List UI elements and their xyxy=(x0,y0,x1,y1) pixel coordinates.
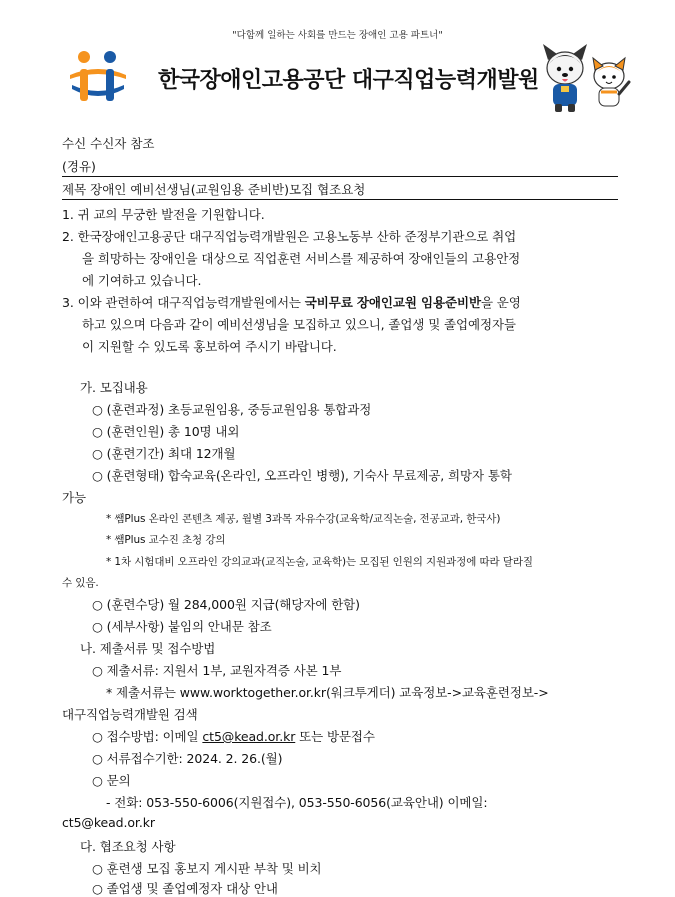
slogan: "다함께 일하는 사회를 만드는 장애인 고용 파트너" xyxy=(232,30,443,41)
note-offline-line-1: * 1차 시험대비 오프라인 강의교과(교직논술, 교육학)는 모집된 인원의 지원과정에 따라 달라질 xyxy=(106,556,533,568)
organization-name: 한국장애인고용공단 대구직업능력개발원 xyxy=(158,68,539,93)
recipient-line: 수신 수신자 참조 xyxy=(62,136,155,151)
paragraph-2-line-3: 에 기여하고 있습니다. xyxy=(82,273,202,288)
na-method-text-a: ○ 접수방법: 이메일 xyxy=(92,729,203,744)
note-online-content: * 쌤Plus 온라인 콘텐츠 제공, 월별 3과목 자유수강(교육학/교직논술, 전공교과, 한국사) xyxy=(106,513,501,525)
kead-logo xyxy=(66,45,130,109)
subject-line: 제목 장애인 예비선생님(교원임용 준비반)모집 협조요청 xyxy=(62,182,366,197)
via-line: (경유) xyxy=(62,159,96,174)
paragraph-3-line-1 xyxy=(62,293,521,311)
na-item-documents: ○ 제출서류: 지원서 1부, 교원자격증 사본 1부 xyxy=(92,663,342,678)
paragraph-3-line-2: 하고 있으며 다음과 같이 예비선생님을 모집하고 있으니, 졸업생 및 졸업예정자들 xyxy=(82,317,516,332)
section-da-heading: 다. 협조요청 사항 xyxy=(80,839,176,854)
paragraph-2-line-1: 2. 한국장애인고용공단 대구직업능력개발원은 고용노동부 산하 준정부기관으로 취업 xyxy=(62,229,517,244)
paragraph-1: 1. 귀 교의 무궁한 발전을 기원합니다. xyxy=(62,207,265,222)
note-offline-line-2: 수 있음. xyxy=(62,577,99,589)
na-note-line-2: 대구직업능력개발원 검색 xyxy=(62,707,198,722)
ga-item-allowance: ○ (훈련수당) 월 284,000원 지급(해당자에 한함) xyxy=(92,597,360,612)
ga-item-format-line-2: 가능 xyxy=(62,490,86,505)
ga-item-details: ○ (세부사항) 붙임의 안내문 참조 xyxy=(92,619,272,634)
da-item-guidance: ○ 졸업생 및 졸업예정자 대상 안내 xyxy=(92,881,278,896)
section-ga-heading: 가. 모집내용 xyxy=(80,380,148,395)
ga-item-headcount: ○ (훈련인원) 총 10명 내외 xyxy=(92,424,240,439)
na-item-inquiry: ○ 문의 xyxy=(92,773,131,788)
subject-divider xyxy=(62,199,618,200)
ga-item-format-line-1: ○ (훈련형태) 합숙교육(온라인, 오프라인 병행), 기숙사 무료제공, 희망자 통학 xyxy=(92,468,512,483)
da-item-posting: ○ 훈련생 모집 홍보지 게시판 부착 및 비치 xyxy=(92,861,322,876)
ga-item-period: ○ (훈련기간) 최대 12개월 xyxy=(92,446,236,461)
paragraph-3-text-a: 3. 이와 관련하여 대구직업능력개발원에서는 xyxy=(62,295,305,310)
paragraph-3-line-3: 이 지원할 수 있도록 홍보하여 주시기 바랍니다. xyxy=(82,339,337,354)
mascot-characters xyxy=(535,42,635,114)
ga-item-course: ○ (훈련과정) 초등교원임용, 중등교원임용 통합과정 xyxy=(92,402,372,417)
note-lecture: * 쌤Plus 교수진 초청 강의 xyxy=(106,534,226,546)
na-method-text-b: 또는 방문접수 xyxy=(295,729,375,744)
na-item-deadline: ○ 서류접수기한: 2024. 2. 26.(월) xyxy=(92,751,283,766)
na-phone-line-2: ct5@kead.or.kr xyxy=(62,815,155,830)
email-link[interactable]: ct5@kead.or.kr xyxy=(202,729,296,744)
top-divider xyxy=(62,176,618,177)
paragraph-2-line-2: 을 희망하는 장애인을 대상으로 직업훈련 서비스를 제공하여 장애인들의 고용안정 xyxy=(82,251,521,266)
na-phone-line-1: - 전화: 053-550-6006(지원접수), 053-550-6056(교육안내) 이메일: xyxy=(106,795,488,810)
paragraph-3-emphasis: 국비무료 장애인교원 임용준비반 xyxy=(304,295,481,310)
paragraph-3-text-b: 을 운영 xyxy=(480,295,521,310)
section-na-heading: 나. 제출서류 및 접수방법 xyxy=(80,641,216,656)
na-item-method xyxy=(92,727,375,745)
na-note-line-1: * 제출서류는 www.worktogether.or.kr(워크투게더) 교육정보->교육훈련정보-> xyxy=(106,685,549,700)
